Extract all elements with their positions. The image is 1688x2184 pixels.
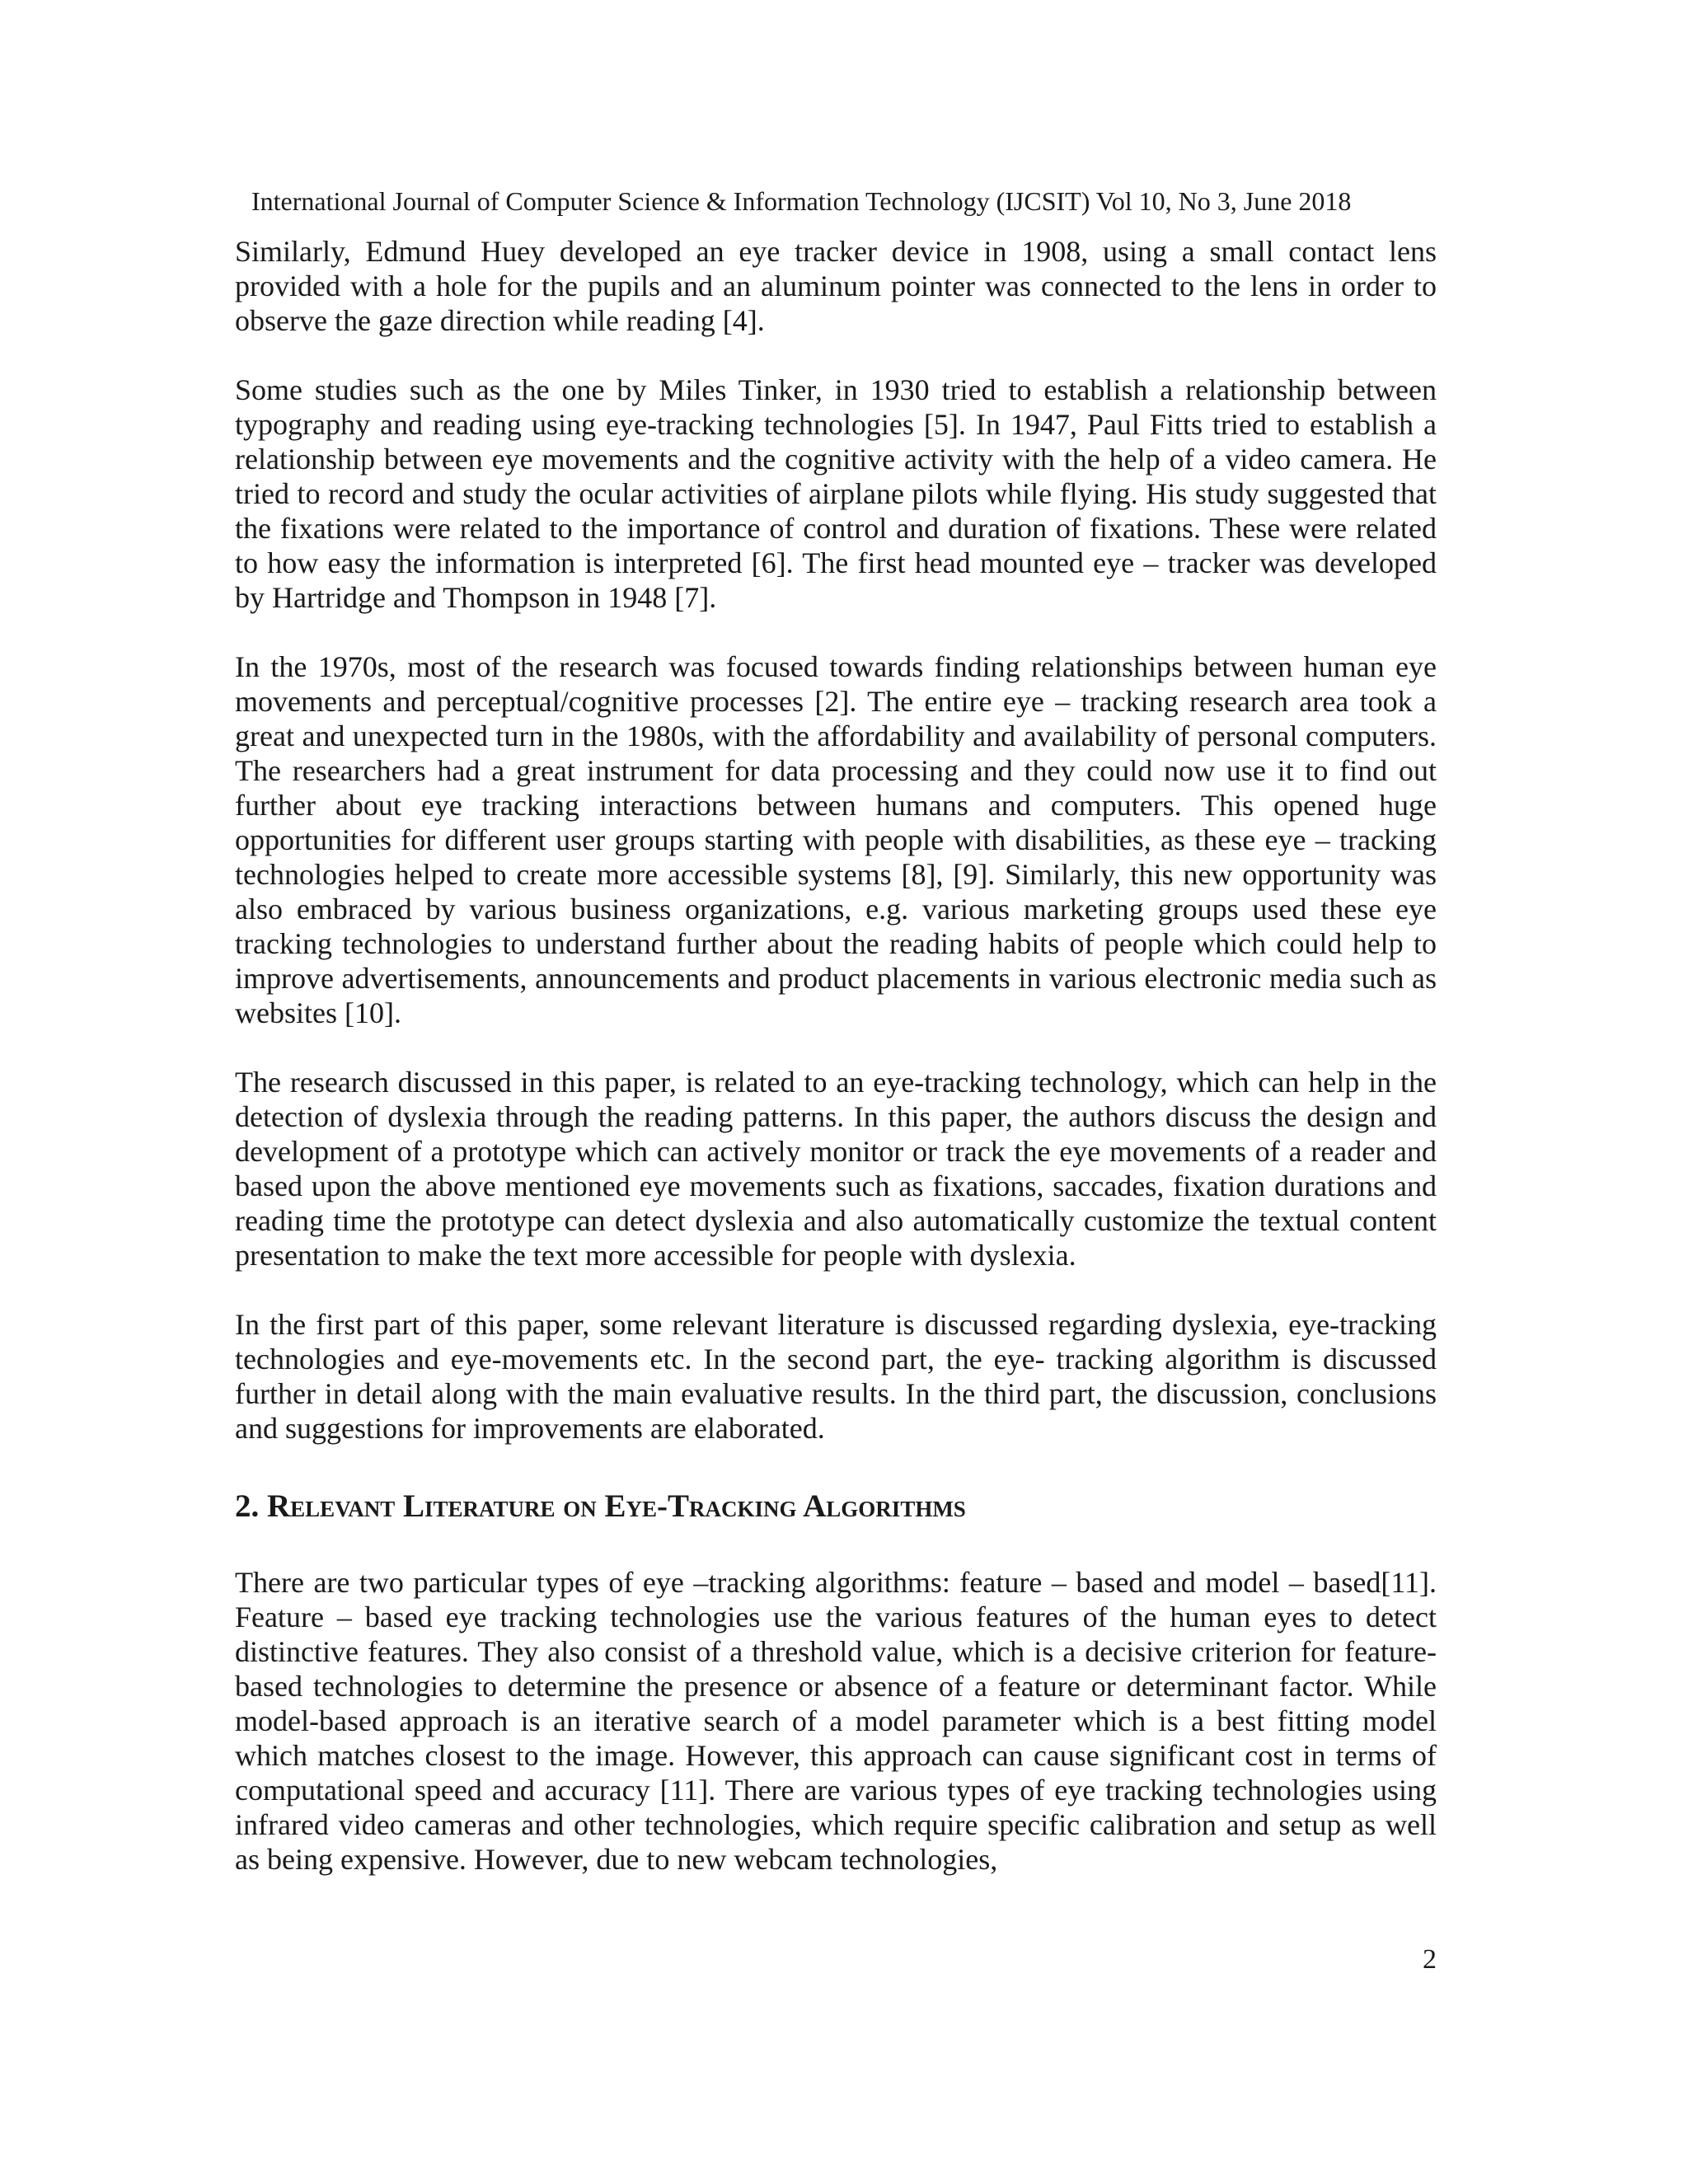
page-number: 2 [1423, 1944, 1437, 1975]
body-paragraph: There are two particular types of eye –tracking algorithms: feature – based and model – based[11]. Feature – based eye tracking technologies use the various features of the human eyes to detect distinctive features. They also consist of a threshold value, which is a decisive criterion for feature-based technologies to determine the presence or absence of a feature or determinant factor. While model-based approach is an iterative search of a model parameter which is a best fitting model which matches closest to the image. However, this approach can cause significant cost in terms of computational speed and accuracy [11]. There are various types of eye tracking technologies using infrared video cameras and other technologies, which require specific calibration and setup as well as being expensive. However, due to new webcam technologies, [235, 1566, 1437, 1876]
body-paragraph: Similarly, Edmund Huey developed an eye tracker device in 1908, using a small contact lens provided with a hole for the pupils and an aluminum pointer was connected to the lens in order to observe the gaze direction while reading [4]. [235, 235, 1437, 337]
running-header: International Journal of Computer Science & Information Technology (IJCSIT) Vol 10, No 3, June 2018 [251, 186, 1352, 216]
section-heading-text: 2. Relevant Literature on Eye-Tracking Algorithms [235, 1488, 966, 1524]
body-paragraph: The research discussed in this paper, is related to an eye-tracking technology, which can help in the detection of dyslexia through the reading patterns. In this paper, the authors discuss the design and development of a prototype which can actively monitor or track the eye movements of a reader and based upon the above mentioned eye movements such as fixations, saccades, fixation durations and reading time the prototype can detect dyslexia and also automatically customize the textual content presentation to make the text more accessible for people with dyslexia. [235, 1066, 1437, 1272]
body-paragraph: Some studies such as the one by Miles Tinker, in 1930 tried to establish a relationship between typography and reading using eye-tracking technologies [5]. In 1947, Paul Fitts tried to establish a relationship between eye movements and the cognitive activity with the help of a video camera. He tried to record and study the ocular activities of airplane pilots while flying. His study suggested that the fixations were related to the importance of control and duration of fixations. These were related to how easy the information is interpreted [6]. The first head mounted eye – tracker was developed by Hartridge and Thompson in 1948 [7]. [235, 373, 1437, 614]
page-body [235, 234, 1437, 1911]
body-paragraph: In the first part of this paper, some relevant literature is discussed regarding dyslexia, eye-tracking technologies and eye-movements etc. In the second part, the eye- tracking algorithm is discussed further in detail along with the main evaluative results. In the third part, the discussion, conclusions and suggestions for improvements are elaborated. [235, 1308, 1437, 1445]
section-heading [235, 1487, 1437, 1526]
body-paragraph: In the 1970s, most of the research was focused towards finding relationships between human eye movements and perceptual/cognitive processes [2]. The entire eye – tracking research area took a great and unexpected turn in the 1980s, with the affordability and availability of personal computers. The researchers had a great instrument for data processing and they could now use it to find out further about eye tracking interactions between humans and computers. This opened huge opportunities for different user groups starting with people with disabilities, as these eye – tracking technologies helped to create more accessible systems [8], [9]. Similarly, this new opportunity was also embraced by various business organizations, e.g. various marketing groups used these eye tracking technologies to understand further about the reading habits of people which could help to improve advertisements, announcements and product placements in various electronic media such as websites [10]. [235, 650, 1437, 1029]
